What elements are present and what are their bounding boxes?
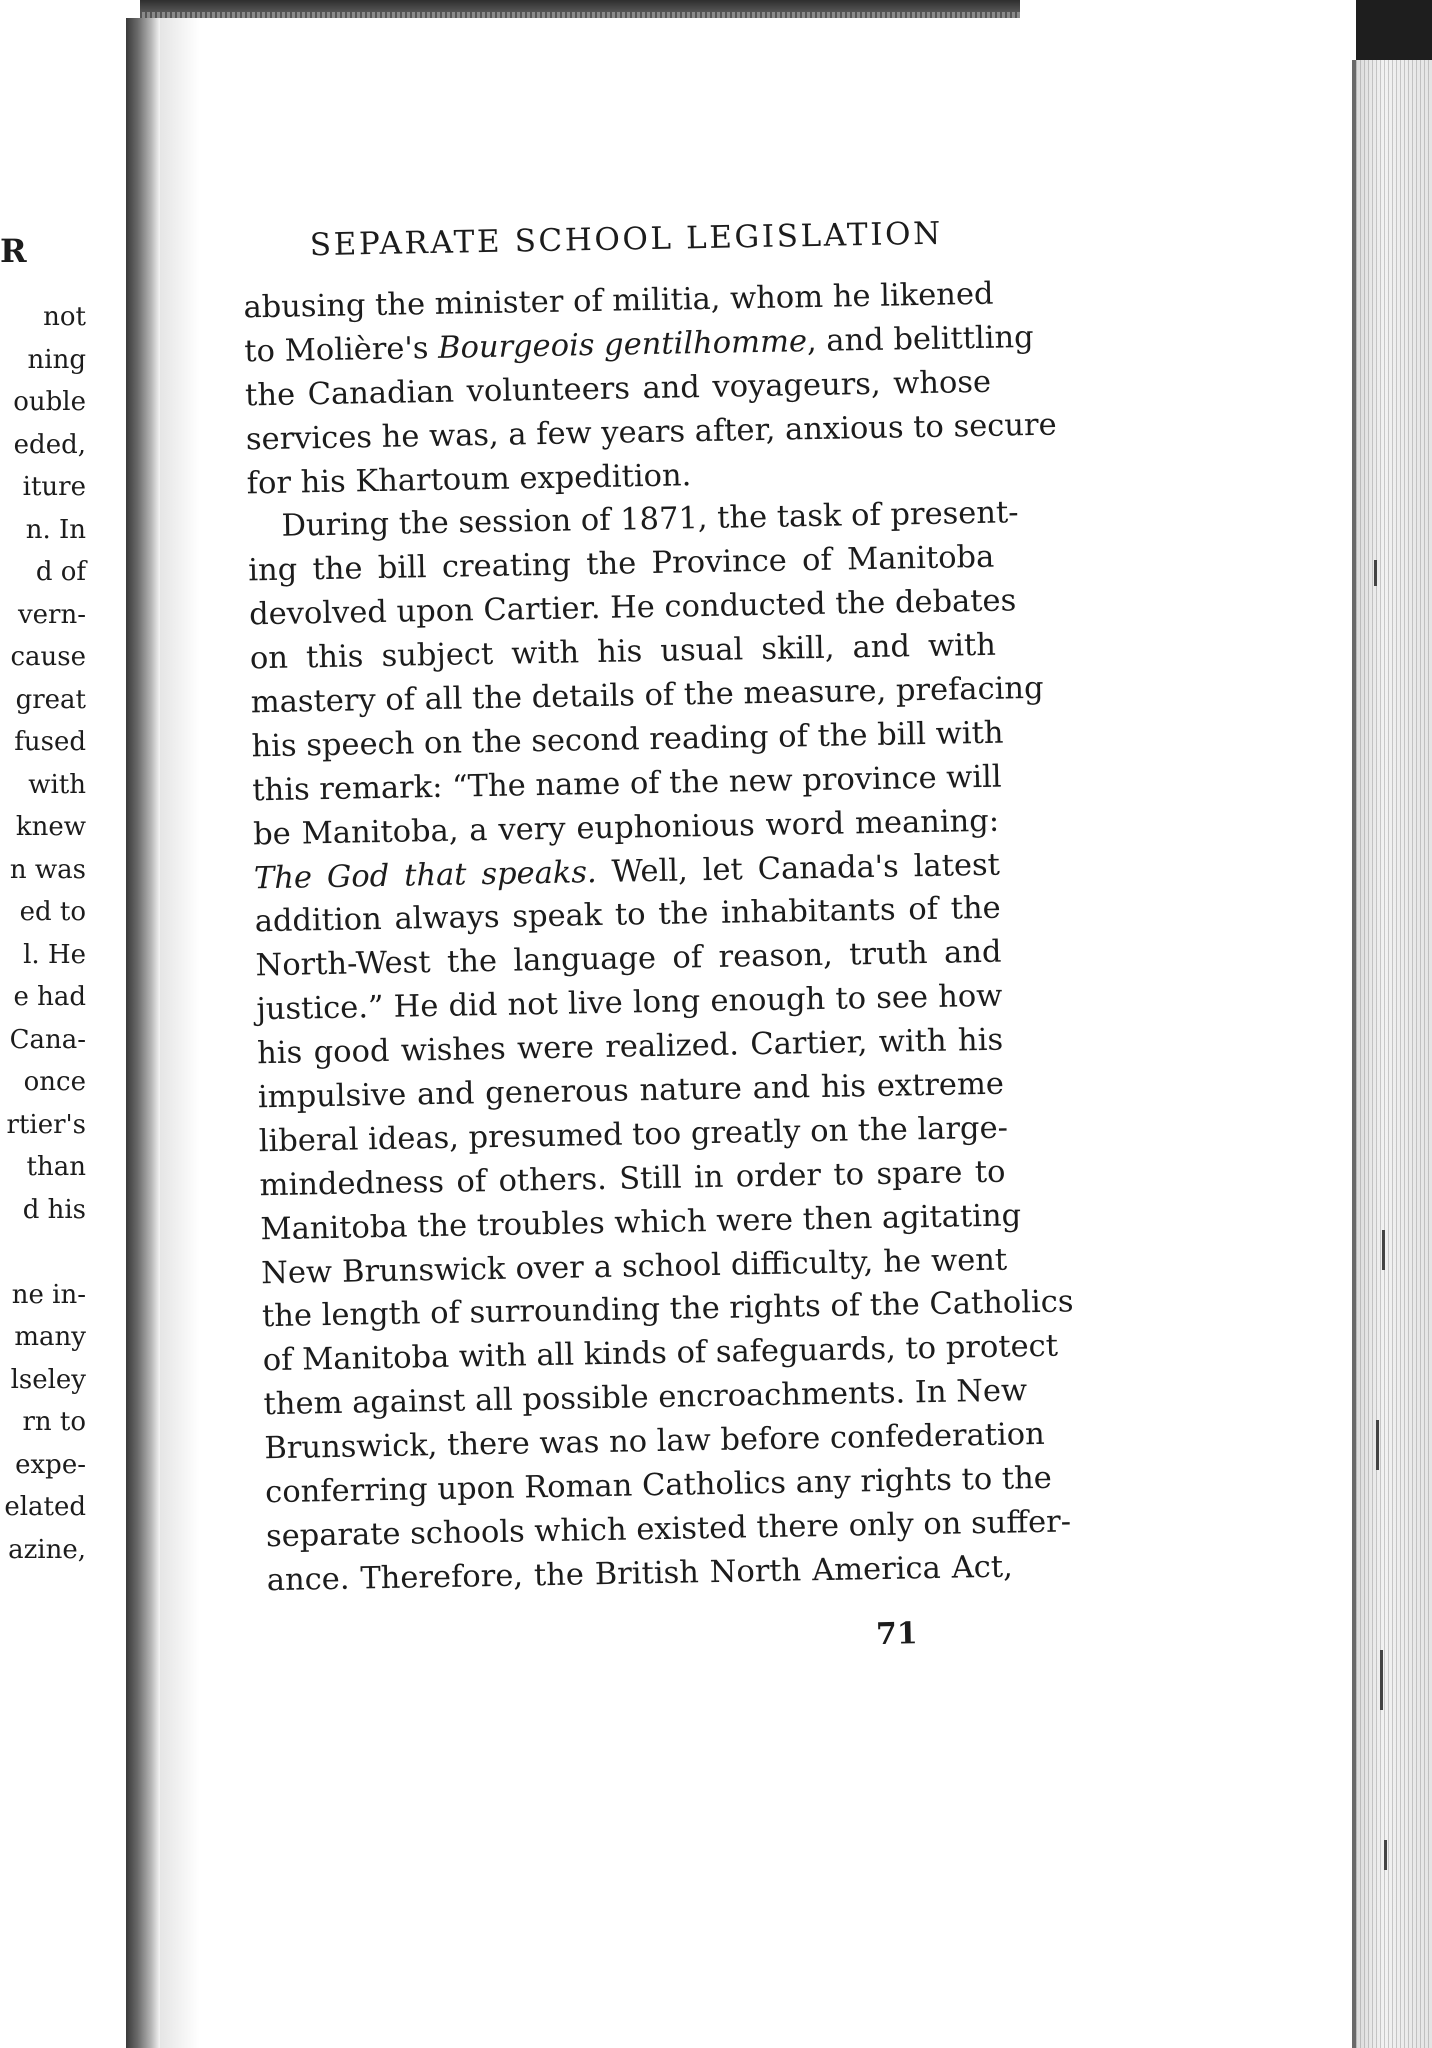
left-line-fragment: many [14, 1322, 86, 1352]
left-line-fragment: iture [22, 472, 86, 502]
left-line-fragment: lseley [10, 1364, 86, 1395]
fore-edge-mark [1376, 1420, 1379, 1470]
left-line-fragment: fused [14, 727, 86, 757]
line-text: mindedness of others. Still in order to spare to [259, 1154, 1006, 1204]
left-running-head-fragment: R [0, 232, 27, 270]
fore-edge-mark [1382, 1230, 1385, 1270]
left-line-fragment: ouble [13, 387, 86, 417]
book-top-edge [140, 0, 1020, 18]
line-text: his good wishes were realized. Cartier, with his [256, 1022, 1004, 1072]
italic-title: Bourgeois gentilhomme [437, 324, 808, 366]
body-text [243, 273, 1074, 1603]
left-line-fragment: elated [4, 1492, 86, 1522]
left-line-fragment: once [23, 1067, 86, 1097]
left-line-fragment: l. He [23, 939, 86, 970]
left-line-fragment: ed to [19, 897, 86, 927]
left-line-fragment: not [43, 302, 86, 332]
line-text: mastery of all the details of the measure, prefacing [250, 670, 1044, 721]
left-line-fragment: expe- [15, 1449, 86, 1480]
left-line-fragment: cause [10, 642, 86, 672]
line-text: North-West the language of reason, truth and [255, 935, 1002, 984]
line-text: his speech on the second reading of the bill with [251, 715, 1004, 765]
line-text: to Molière's [244, 330, 439, 370]
line-text: New Brunswick over a school difficulty, he went [260, 1242, 1008, 1291]
left-line-fragment: n. In [25, 514, 86, 545]
line-text: Brunswick, there was no law before confederation [264, 1417, 1046, 1467]
line-text: devolved upon Cartier. He conducted the debates [248, 583, 1017, 633]
left-line-fragment: vern- [17, 599, 86, 630]
left-line-fragment [4, 1231, 86, 1274]
left-line-fragment: eded, [13, 429, 86, 460]
line-text: abusing the minister of militia, whom he likened [243, 276, 994, 326]
line-text: of Manitoba with all kinds of safeguards, to protect [262, 1329, 1059, 1379]
italic-title: The God that speaks. [253, 854, 597, 896]
line-text: separate schools which existed there only on suffer- [265, 1504, 1072, 1555]
line-text: addition always speak to the inhabitants of the [254, 891, 1001, 940]
left-line-fragment: Cana- [9, 1024, 86, 1055]
left-text-column [4, 296, 86, 1571]
page-number: 71 [875, 1616, 919, 1653]
left-line-fragment: with [28, 769, 86, 800]
gutter-shadow [160, 18, 200, 2048]
fore-edge-mark [1384, 1840, 1387, 1870]
line-text: be Manitoba, a very euphonious word meaning: [252, 803, 1000, 853]
line-text: ance. Therefore, the British North America Act, [266, 1549, 1014, 1599]
left-line-fragment: n was [9, 854, 86, 885]
right-page [212, 210, 1074, 1945]
line-text: ing the bill creating the Province of Manitoba [248, 540, 995, 589]
fore-edge-mark [1374, 560, 1377, 586]
left-line-fragment: d of [35, 557, 86, 587]
line-text: services he was, a few years after, anxious to secure [245, 407, 1057, 458]
line-text: them against all possible encroachments. In New [263, 1373, 1028, 1423]
line-text: the length of surrounding the rights of the Catholics [261, 1284, 1074, 1335]
line-text: Well, let Canada's latest [596, 847, 1001, 890]
left-line-fragment: azine, [8, 1534, 86, 1565]
line-text: During the session of 1871, the task of present- [281, 495, 1019, 545]
running-head: SEPARATE SCHOOL LEGISLATION [309, 215, 944, 264]
fore-edge-mark [1380, 1650, 1383, 1710]
line-text: liberal ideas, presumed too greatly on the large- [258, 1110, 1009, 1160]
line-text: , and belittling [806, 319, 1034, 360]
left-line-fragment: rtier's [6, 1109, 86, 1140]
left-line-fragment: rn to [22, 1407, 86, 1437]
book-gutter [126, 18, 160, 2048]
left-line-fragment: ning [27, 344, 86, 375]
line-text: impulsive and generous nature and his extreme [257, 1066, 1005, 1116]
left-line-fragment: d his [22, 1194, 86, 1225]
left-line-fragment: ne in- [11, 1279, 86, 1310]
line-text: this remark: “The name of the new province will [252, 759, 1002, 809]
page-fore-edge [1352, 60, 1432, 2048]
left-page-fragment [0, 18, 126, 2048]
left-line-fragment: e had [13, 982, 86, 1012]
left-line-fragment: than [26, 1152, 86, 1182]
left-line-fragment: knew [15, 812, 86, 842]
line-text: on this subject with his usual skill, and with [249, 627, 997, 677]
line-text: justice.” He did not live long enough to see how [256, 978, 1003, 1028]
line-text: conferring upon Roman Catholics any rights to the [264, 1460, 1053, 1511]
line-text: Manitoba the troubles which were then agitating [260, 1198, 1022, 1247]
left-line-fragment: great [15, 684, 86, 715]
line-text: for his Khartoum expedition. [246, 457, 692, 501]
line-text: the Canadian volunteers and voyageurs, whose [244, 364, 992, 414]
